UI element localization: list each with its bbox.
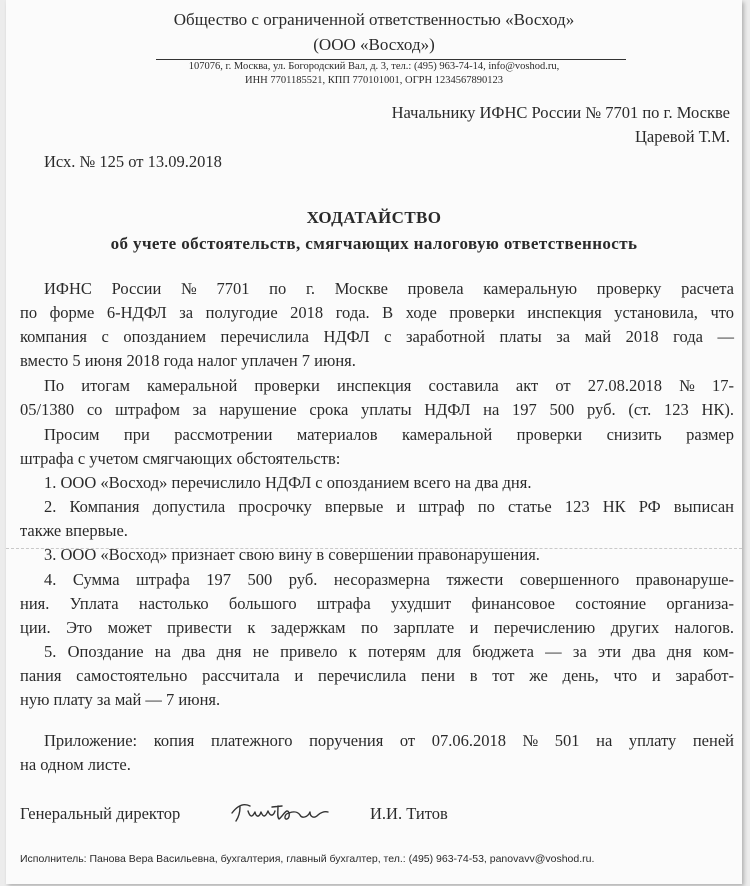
p3-line-1: Просим при рассмотрении материалов камеральной проверки снизить размер [44, 425, 734, 444]
company-ids: ИНН 7701185521, КПП 770101001, ОГРН 1234567890123 [245, 75, 503, 86]
item4-line-1: 4. Сумма штрафа 197 500 руб. несоразмерна тяжести совершенного правонаруше- [44, 570, 734, 589]
executor-info: Исполнитель: Панова Вера Васильевна, бухгалтерия, главный бухгалтер, тел.: (495) 963-74-53, panovavv@voshod.ru. [20, 853, 595, 865]
item2-line-1: 2. Компания допустила просрочку впервые и штраф по статье 123 НК РФ выписан [44, 497, 734, 516]
letterhead-divider [156, 59, 626, 60]
item5-line-3: ную плату за май — 7 июня. [20, 690, 221, 709]
addressee-line-1: Начальнику ИФНС России № 7701 по г. Москве [391, 103, 730, 122]
document-sheet [6, 0, 742, 884]
item2-line-2: также впервые. [20, 521, 128, 540]
handwritten-signature [228, 797, 336, 827]
document-subtitle: об учете обстоятельств, смягчающих налоговую ответственность [110, 234, 638, 253]
item1-line-1: 1. ООО «Восход» перечислило НДФЛ с опозданием всего на два дня. [44, 473, 532, 492]
item3-line-1: 3. ООО «Восход» признает свою вину в совершении правонарушения. [44, 545, 540, 564]
document-title: ХОДАТАЙСТВО [306, 208, 442, 227]
p2-line-2: 05/1380 со штрафом за нарушение срока уплаты НДФЛ на 197 500 руб. (ст. 123 НК). [20, 400, 734, 419]
item4-line-3: ции. Это может привести к задержкам по зарплате и перечислению других налогов. [20, 618, 734, 637]
outgoing-number: Исх. № 125 от 13.09.2018 [44, 152, 222, 171]
p1-line-3: компания с опозданием перечислила НДФЛ с заработной платы за май 2018 года — [20, 327, 734, 346]
p3-line-2: штрафа с учетом смягчающих обстоятельств: [20, 449, 341, 468]
p1-line-1: ИФНС России № 7701 по г. Москве провела камеральную проверку расчета [44, 279, 734, 298]
item5-line-2: пания самостоятельно рассчитала и перечислила пени в тот же день, что и заработ- [20, 666, 734, 685]
p2-line-1: По итогам камеральной проверки инспекция составила акт от 27.08.2018 № 17- [44, 376, 734, 395]
company-address: 107076, г. Москва, ул. Богородский Вал, д. 3, тел.: (495) 963-74-14, info@voshod.ru, [188, 61, 560, 72]
addressee-line-2: Царевой Т.М. [634, 127, 730, 146]
signatory-name: И.И. Титов [370, 804, 448, 823]
attachment-line-1: Приложение: копия платежного поручения от 07.06.2018 № 501 на уплату пеней [44, 731, 734, 750]
item4-line-2: ния. Уплата настолько большого штрафа ухудшит финансовое состояние организа- [20, 594, 734, 613]
p1-line-2: по форме 6-НДФЛ за полугодие 2018 года. В ходе проверки инспекция установила, что [20, 303, 734, 322]
item5-line-1: 5. Опоздание на два дня не привело к потерям для бюджета — за эти два дня ком- [44, 642, 734, 661]
company-short-name: (ООО «Восход») [313, 35, 435, 54]
company-full-name: Общество с ограниченной ответственностью «Восход» [173, 10, 575, 29]
signatory-position: Генеральный директор [20, 804, 181, 823]
attachment-line-2: на одном листе. [20, 755, 131, 774]
p1-line-4: вместо 5 июня 2018 года налог уплачен 7 июня. [20, 351, 356, 370]
